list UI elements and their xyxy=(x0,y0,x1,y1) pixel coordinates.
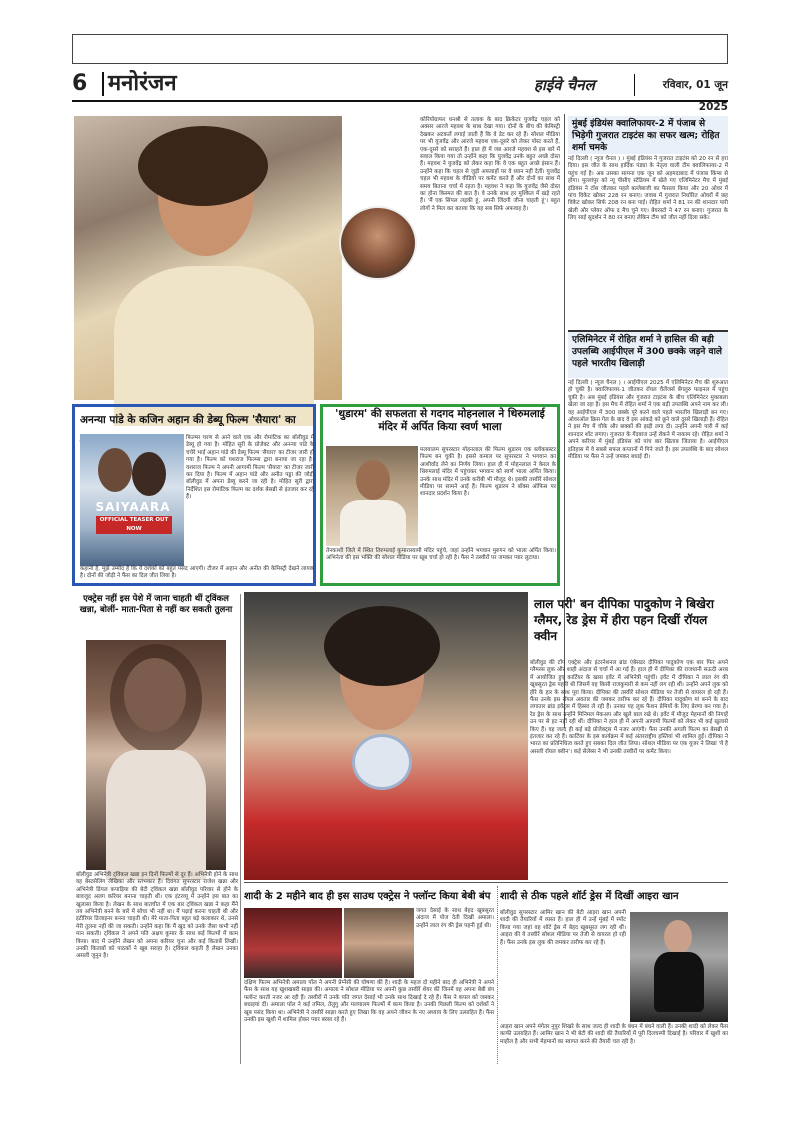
saiyaara-body-continued: कहानी है, मुझे उम्मीद है कि ये दर्शकों को बहुत पसंद आएगी। टीजर में अहान और अनीत की केमिस्ट्री देखने लायक है। दोनों की जोड़ी ने फैंस का दिल जीत लिया है। xyxy=(80,566,314,580)
deepika-photo xyxy=(244,592,528,880)
brand-logo: हाईवे चैनल xyxy=(534,76,595,94)
ipl-qualifier-headline: मुंबई इंडियंस क्वालिफायर-2 में पंजाब से भिड़ेगी गुजरात टाइटंस का सफर खत्म; रोहित शर्मा चमके xyxy=(568,116,728,154)
south-actress-headline: शादी के 2 महीने बाद ही इस साउथ एक्ट्रेस ने फ्लॉन्ट किया बेबी बंप xyxy=(244,891,491,902)
aaira-body-continued: आइरा खान अपने मंगेतर नुपुर शिखरे के साथ जल्द ही शादी के बंधन में बंधने वाली हैं। उनकी शादी को लेकर फैंस काफी उत्साहित हैं। आमिर खान ने भी बेटी की शादी की तैयारियों में पूरी दिलचस्पी दिखाई है। परिवार में खुशी का माहौल है और सभी मेहमानों का स्वागत करने की तैयारी चल रही है। xyxy=(500,1024,728,1045)
saiyaara-body: फिल्म्स चरण से आने वाले एक और रोमांटिक का बॉलीवुड में डेब्यू हो गया है। मोहित सूरी के प्रोजेक्ट और अनन्या पांडे के चचेरे भाई अहान पांडे की डेब्यू फिल्म 'सैयारा' का टीजर जारी हो गया है। फिल्म को यशराज फिल्म्स द्वारा बनाया जा रहा है। यशराज फिल्म ने अपनी आगामी फिल्म 'सैयारा' का टीजर जारी कर दिया है। फिल्म में अहान पांडे और अनीत पड्डा की जोड़ी बॉलीवुड में अपना डेब्यू करने जा रही है। मोहित सूरी द्वारा निर्देशित इस रोमांटिक फिल्म का दर्शक बेसब्री से इंतजार कर रहे हैं। xyxy=(186,435,314,501)
mohanlal-body-continued: तेनकाशी जिले में स्थित तिरुमलाई कुमारास्वामी मंदिर पहुंचे, जहां उन्होंने भगवान मुरुगन को भाला अर्पित किया। अभिनेता की इस भक्ति की सोशल मीडिया पर खूब चर्चा हो रही है। फैंस ने तस्वीरों पर जमकर प्यार लुटाया। xyxy=(326,548,556,562)
saiyaara-headline: अनन्या पांडे के कजिन अहान की डेब्यू फिल्म 'सैयारा' का xyxy=(80,414,296,426)
deepika-body: बॉलीवुड की टॉप एक्ट्रेस और इंटरनेशनल ब्रांड एंबेसडर दीपिका पादुकोण एक बार फिर अपने ग्लैमरस लुक और शाही अंदाज से चर्चा में आ गई हैं। हाल ही में दीपिका की राजधानी सऊदी अरब में आयोजित हुए कार्टियर के खास इवेंट में अभिनेत्री पहुंचीं। इवेंट में दीपिका ने लाल रंग की खूबसूरत ड्रेस पहनी थी जिसमें वह किसी राजकुमारी से कम नहीं लग रही थीं। उन्होंने अपने लुक को हीरे के हार के साथ पूरा किया। दीपिका की तस्वीरें सोशल मीडिया पर तेजी से वायरल हो रही हैं। फैंस उनके इस रॉयल अवतार की जमकर तारीफ कर रहे हैं। दीपिका पादुकोण मां बनने के बाद लगातार ब्रांड इवेंट्स में हिस्सा ले रही हैं। उनका यह लुक फैशन प्रेमियों के लिए प्रेरणा बन गया है। रेड ड्रेस के साथ उन्होंने मिनिमल मेकअप और खुले बाल रखे थे। इवेंट में मौजूद मेहमानों की निगाहें उन पर से हट नहीं रही थीं। दीपिका ने हाल ही में अपनी आगामी फिल्मों को लेकर भी कई खुलासे किए हैं। वह जल्द ही कई बड़े प्रोजेक्ट्स में नजर आएंगी। फैंस उनकी अगली फिल्म का बेसब्री से इंतजार कर रहे हैं। कार्टियर के इस कार्यक्रम में कई अंतरराष्ट्रीय हस्तियां भी शामिल हुईं। दीपिका ने भारत का प्रतिनिधित्व करते हुए सबका दिल जीत लिया। सोशल मीडिया पर एक यूजर ने लिखा 'ये है असली रॉयल क्वीन'। कई सेलेब्स ने भी उनकी तस्वीरों पर कमेंट किया। xyxy=(530,660,728,755)
twinkle-headline: एक्ट्रेस नहीं इस पेशे में जाना चाहती थीं ट्विंकल खन्ना, बोलीं- माता-पिता से नहीं कर सकती तुलना xyxy=(79,594,233,615)
ipl-qualifier-body: नई दिल्ली ( न्यूज चैनल ) । मुंबई इंडियंस ने गुजरात टाइटंस को 20 रन से हरा दिया। इस जीत के साथ हार्दिक पंड्या के नेतृत्व वाली टीम क्वालिफायर-2 में पहुंच गई है। अब उसका सामना एक जून को अहमदाबाद में पंजाब किंग्स से होगा। मुल्लांपुर को न्यू पीसीए स्टेडियम में खेले गए एलिमिनेटर मैच में मुंबई इंडियंस ने टॉस जीतकर पहले बल्लेबाजी का फैसला किया और 20 ओवर में पांच विकेट खोकर 228 रन बनाए। जवाब में गुजरात निर्धारित ओवरों में छह विकेट खोकर सिर्फ 208 रन बना पाई। रोहित शर्मा ने 81 रन की शानदार पारी खेली और प्लेयर ऑफ द मैच चुने गए। बेयरस्टो ने 47 रन बनाए। गुजरात के लिए साई सुदर्शन ने 80 रन बनाए लेकिन टीम को जीत नहीं दिला सके। xyxy=(568,156,728,222)
column-divider xyxy=(240,594,241,1064)
section-title: मनोरंजन xyxy=(108,71,177,96)
rohit-record-body: नई दिल्ली ( न्यूज चैनल ) । आईपीएल 2025 में एलिमिनेटर मैच की शुरुआत हो चुकी है। क्वालिफायर-1 जीतकर रॉयल चैलेंजर्स बेंगलुरु फाइनल में पहुंच चुकी है। अब मुंबई इंडियंस और गुजरात टाइटंस के बीच एलिमिनेटर मुकाबला खेला जा रहा है। इस मैच में रोहित शर्मा ने एक बड़ी उपलब्धि अपने नाम कर ली। वह आईपीएल में 300 छक्के पूरे करने वाले पहले भारतीय खिलाड़ी बन गए। ओवरऑल क्रिस गेल के बाद वे इस आंकड़े को छूने वाले दूसरे खिलाड़ी हैं। रोहित ने इस मैच में चौके और छक्कों की झड़ी लगा दी। उन्होंने अपनी पारी में कई शानदार शॉट लगाए। गुजरात के गेंदबाज उन्हें रोकने में नाकाम रहे। रोहित शर्मा ने अपने करियर में मुंबई इंडियंस को पांच बार खिताब जिताया है। आईपीएल इतिहास में वे सबसे सफल कप्तानों में गिने जाते हैं। इस उपलब्धि के बाद सोशल मीडिया पर फैंस ने उन्हें जमकर बधाई दी। xyxy=(568,380,728,461)
chahal-article-photo-man xyxy=(339,206,417,280)
deepika-headline: लाल परी' बन दीपिका पादुकोण ने बिखेरा ग्लैमर, रेड ड्रेस में हीरा पहन दिखीं रॉयल क्वीन xyxy=(534,597,714,643)
twinkle-photo xyxy=(86,640,226,870)
aaira-headline: शादी से ठीक पहले शॉर्ट ड्रेस में दिखीं आइरा खान xyxy=(500,891,679,902)
mohanlal-body: मलयालम सुपरस्टार मोहनलाल की फिल्म थुडारम एक ब्लॉकबस्टर फिल्म बन चुकी है। इससे कमाल पर सुपरस्टार ने भगवान का आशीर्वाद लेने का निर्णय लिया। हाल ही में मोहनलाल ने केरल के थिरुमलाई मंदिर में पहुंचकर भगवान को स्वर्ण भाला अर्पित किया। उनके साथ मंदिर में उनके करीबी भी मौजूद थे। इसकी तस्वीरें सोशल मीडिया पर सामने आई हैं। फिल्म थुडारम ने बॉक्स ऑफिस पर शानदार प्रदर्शन किया है। xyxy=(420,447,556,498)
rohit-record-headline: एलिमिनेटर में रोहित शर्मा ने हासिल की बड़ी उपलब्धि आईपीएल में 300 छक्के जड़ने वाले पहले भारतीय खिलाड़ी xyxy=(568,330,728,378)
south-actress-photo-2 xyxy=(344,908,414,978)
column-divider xyxy=(497,886,498,1064)
aaira-body: बॉलीवुड सुपरस्टार आमिर खान की बेटी आइरा खान अपनी शादी की तैयारियों में व्यस्त हैं। हाल ही में उन्हें मुंबई में स्पॉट किया गया जहां वह शॉर्ट ड्रेस में बेहद खूबसूरत लग रही थीं। आइरा की ये तस्वीरें सोशल मीडिया पर तेजी से वायरल हो रही हैं। फैंस उनके इस लुक की जमकर तारीफ कर रहे हैं। xyxy=(500,910,626,946)
top-ad-strip xyxy=(72,34,728,64)
south-actress-body: दक्षिण फिल्म अभिनेत्री अमाला पॉल ने अपनी प्रेग्नेंसी की घोषणा की है। शादी के महज दो महीने बाद ही अभिनेत्री ने अपने फैंस के साथ यह खुशखबरी साझा की। अमाला ने सोशल मीडिया पर अपनी कुछ तस्वीरें शेयर कीं जिनमें वह अपना बेबी बंप फ्लॉन्ट करती नजर आ रही हैं। तस्वीरों में उनके पति जगत देसाई भी उनके साथ दिखाई दे रहे हैं। फैंस ने कपल को जमकर बधाइयां दीं। अमाला पॉल ने कई तमिल, तेलुगु और मलयालम फिल्मों में काम किया है। उनकी पिछली फिल्म को दर्शकों ने खूब पसंद किया था। अभिनेत्री ने तस्वीरें साझा करते हुए लिखा कि वह अपने जीवन के नए अध्याय के लिए उत्साहित हैं। फैंस उनकी इस खुशी में शामिल होकर प्यार बरसा रहे हैं। xyxy=(244,980,494,1024)
twinkle-body: बॉलीवुड अभिनेत्री ट्विंकल खन्ना इन दिनों फिल्मों से दूर हैं। अभिनेत्री होने के साथ वह बेस्टसेलिंग लेखिका और स्तंभकार हैं। दिवंगत सुपरस्टार राजेश खन्ना और अभिनेत्री डिंपल कपाड़िया की बेटी ट्विंकल खन्ना बॉलीवुड परिवार से होने के बावजूद अलग करियर बनाना चाहती थीं। एक इंटरव्यू में उन्होंने इस बात का खुलासा किया है। लेखन के साथ बातचीत में एक बार ट्विंकल खन्ना ने कहा मैंने तय अभिनेत्री बनने के बारे में सोचा भी नहीं था। मैं पढ़ाई करना चाहती थी और इंटीरियर डिजाइनर बनना चाहती थी। मेरे माता-पिता बहुत बड़े कलाकार थे, उनसे मेरी तुलना नहीं की जा सकती। उन्होंने कहा कि मैं खुद को उनके जैसा कभी नहीं मान सकती। ट्विंकल ने अपने पति अक्षय कुमार के साथ कई फिल्मों में काम किया। बाद में उन्होंने लेखन को अपना करियर चुना और कई किताबें लिखीं। उनकी किताबों को पाठकों ने खूब सराहा है। ट्विंकल कहती हैं लेखन उनका असली जुनून है। xyxy=(76,872,238,960)
mohanlal-headline: 'थुडारम' की सफलता से गदगद मोहनलाल ने थिरुमलाई मंदिर में अर्पित किया स्वर्ण भाला xyxy=(335,408,545,433)
south-actress-body-intro: जगत देसाई के साथ बेहद खूबसूरत अंदाज में पोज देती दिखीं अमाला। उन्होंने लाल रंग की ड्रेस पहनी हुई थी। xyxy=(416,908,494,929)
masthead xyxy=(72,70,728,113)
mohanlal-photo xyxy=(326,446,418,546)
saiyaara-poster-title: SAIYAARA xyxy=(95,500,171,514)
chahal-article-photo-woman xyxy=(74,116,342,400)
chahal-article-body: कोरियोग्राफर धनश्री से तलाक के बाद क्रिकेटर युजवेंद्र चहल को अक्सर आरजे महवश के साथ देखा गया। दोनों के बीच की केमिस्ट्री देखकर अटकलें लगाई जाती हैं कि वे डेट कर रहे हैं। सोशल मीडिया पर भी युजवेंद्र और आरजे महवश एक-दूसरे को लेकर पोस्ट करते हैं, एक-दूसरे को सराहते हैं। हाल ही में जब आरजे महवश से इस बारे में सवाल किया गया तो उन्होंने कहा कि युजवेंद्र उनके बहुत अच्छे दोस्त हैं। महवश ने युजवेंद्र को लेकर कहा कि वे एक बहुत अच्छे इंसान हैं। उन्होंने कहा कि चहल से जुड़ी अफवाहों पर वे ध्यान नहीं देतीं। युजवेंद्र चहल भी महवश के वीडियो पर कमेंट करते हैं और दोनों का साथ में समय बिताना चर्चा में रहता है। महवश ने कहा कि युजवेंद्र जैसे दोस्त का होना किस्मत की बात है। वे उनके साथ हर मुश्किल में खड़े रहते हैं। 'मैं एक सिंपल लड़की हूं, अपनी जिंदगी जीना चाहती हूं'। बहुत लोगों ने मिल कर बताया कि यह सब सिर्फ अफवाह है। xyxy=(420,117,560,212)
page-number: 6 xyxy=(72,71,88,96)
aaira-photo xyxy=(630,912,728,1022)
saiyaara-poster-badge: OFFICIAL TEASER OUT NOW xyxy=(96,516,172,534)
south-actress-photo-1 xyxy=(244,908,342,978)
issue-date: रविवार, 01 जून 2025 xyxy=(662,79,728,113)
